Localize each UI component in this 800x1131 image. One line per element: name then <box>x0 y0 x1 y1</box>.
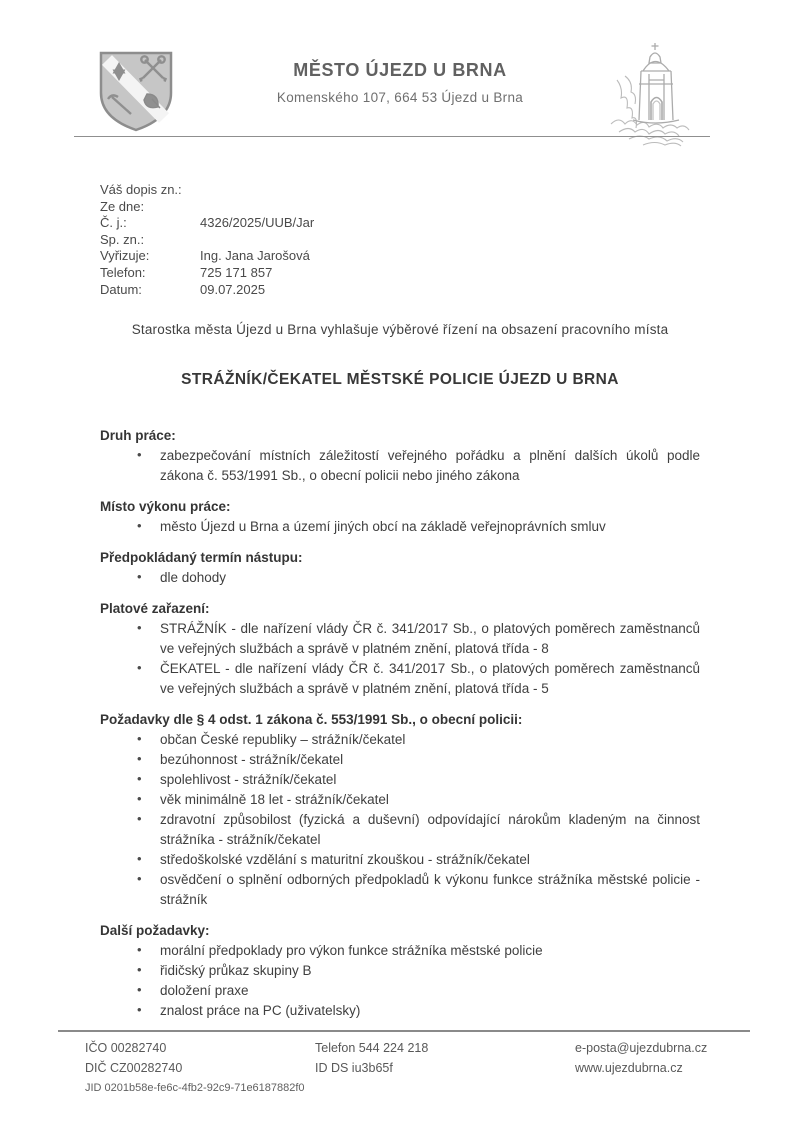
bullet-icon: • <box>137 518 142 533</box>
bullet-text: zabezpečování místních záležitostí veřejného pořádku a plnění dalších úkolů podle zákona č. 553/1991 Sb., o obecní policii nebo jiného zákona <box>160 448 700 483</box>
bullet-item <box>100 517 700 537</box>
footer-dic: DIČ CZ00282740 <box>85 1061 183 1075</box>
bullet-text: doložení praxe <box>160 983 249 998</box>
bullet-text: město Újezd u Brna a území jiných obcí na základě veřejnoprávních smluv <box>160 519 606 534</box>
ref-row-sp-zn <box>100 232 314 249</box>
bullet-item <box>100 961 700 981</box>
bullet-item <box>100 981 700 1001</box>
document-body <box>100 426 700 1032</box>
bullet-icon: • <box>137 447 142 462</box>
section-termin-nastupu <box>100 548 700 588</box>
header-divider <box>74 136 710 137</box>
bullet-icon: • <box>137 620 142 635</box>
bullet-text: znalost práce na PC (uživatelsky) <box>160 1003 361 1018</box>
section-heading: Předpokládaný termín nástupu: <box>100 550 303 565</box>
bullet-item <box>100 750 700 770</box>
bullet-item <box>100 770 700 790</box>
section-heading: Požadavky dle § 4 odst. 1 zákona č. 553/1991 Sb., o obecní policii: <box>100 712 523 727</box>
bullet-text: bezúhonnost - strážník/čekatel <box>160 752 344 767</box>
bullet-icon: • <box>137 731 142 746</box>
bullet-item <box>100 619 700 659</box>
ref-label: Váš dopis zn.: <box>100 182 182 197</box>
bullet-text: dle dohody <box>160 570 227 585</box>
ref-row-cj <box>100 215 314 232</box>
bullet-icon: • <box>137 569 142 584</box>
bullet-icon: • <box>137 942 142 957</box>
ref-label: Vyřizuje: <box>100 248 150 264</box>
ref-row-ze-dne <box>100 199 314 216</box>
bullet-item <box>100 941 700 961</box>
bullet-text: spolehlivost - strážník/čekatel <box>160 772 337 787</box>
ref-label: Sp. zn.: <box>100 231 145 247</box>
section-druh-prace <box>100 426 700 486</box>
ref-row-datum <box>100 282 314 299</box>
section-pozadavky-zakon <box>100 710 700 910</box>
section-heading: Druh práce: <box>100 428 176 443</box>
footer-column-ids <box>85 1038 305 1098</box>
footer-column-online <box>575 1038 707 1078</box>
ref-value: 4326/2025/UUB/Jar <box>200 215 315 231</box>
bullet-icon: • <box>137 851 142 866</box>
footer-jid: JID 0201b58e-fe6c-4fb2-92c9-71e6187882f0 <box>85 1082 305 1094</box>
bullet-icon: • <box>137 962 142 977</box>
bullet-item <box>100 659 700 699</box>
footer-website: www.ujezdubrna.cz <box>575 1061 683 1075</box>
org-address: Komenského 107, 664 53 Újezd u Brna <box>276 90 524 105</box>
bullet-item <box>100 568 700 588</box>
ref-row-vas-dopis <box>100 182 314 199</box>
bullet-item <box>100 446 700 486</box>
org-name: MĚSTO ÚJEZD U BRNA <box>293 60 507 80</box>
footer-phone: Telefon 544 224 218 <box>315 1041 429 1055</box>
footer-column-contact <box>315 1038 428 1078</box>
ref-label: Telefon: <box>100 264 146 280</box>
section-heading: Platové zařazení: <box>100 601 210 616</box>
bullet-icon: • <box>137 982 142 997</box>
footer-idds: ID DS iu3b65f <box>315 1061 393 1075</box>
reference-block <box>100 182 314 298</box>
ref-label: Datum: <box>100 281 142 297</box>
bullet-icon: • <box>137 871 142 886</box>
bullet-icon: • <box>137 791 142 806</box>
bullet-text: věk minimálně 18 let - strážník/čekatel <box>160 792 389 807</box>
bullet-icon: • <box>137 811 142 826</box>
bullet-item <box>100 790 700 810</box>
bullet-text: osvědčení o splnění odborných předpokladů k výkonu funkce strážníka městské policie - strážník <box>160 872 700 907</box>
bullet-text: občan České republiky – strážník/čekatel <box>160 732 406 747</box>
ref-label: Č. j.: <box>100 215 127 231</box>
bullet-text: středoškolské vzdělání s maturitní zkouškou - strážník/čekatel <box>160 852 530 867</box>
footer-ico: IČO 00282740 <box>85 1041 167 1055</box>
section-platove-zarazeni <box>100 599 700 699</box>
announcement-intro: Starostka města Újezd u Brna vyhlašuje výběrové řízení na obsazení pracovního místa <box>131 322 669 337</box>
bullet-item <box>100 810 700 850</box>
section-heading: Místo výkonu práce: <box>100 499 231 514</box>
bullet-text: morální předpoklady pro výkon funkce strážníka městské policie <box>160 943 543 958</box>
bullet-item <box>100 870 700 910</box>
ref-value: Ing. Jana Jarošová <box>200 248 310 264</box>
ref-label: Ze dne: <box>100 198 145 214</box>
footer-email: e-posta@ujezdubrna.cz <box>575 1041 708 1055</box>
ref-value: 09.07.2025 <box>200 281 266 297</box>
section-misto-vykonu <box>100 497 700 537</box>
ref-row-telefon <box>100 265 314 282</box>
bullet-icon: • <box>137 771 142 786</box>
bullet-text: zdravotní způsobilost (fyzická a duševní) odpovídající nárokům kladeným na činnost strážníka - strážník/čekatel <box>160 812 700 847</box>
bullet-item <box>100 1001 700 1021</box>
bullet-icon: • <box>137 751 142 766</box>
bullet-item <box>100 730 700 750</box>
bullet-text: STRÁŽNÍK - dle nařízení vlády ČR č. 341/2017 Sb., o platových poměrech zaměstnanců ve veřejných službách a správě v platném znění, platová třída - 8 <box>160 621 700 656</box>
section-dalsi-pozadavky <box>100 921 700 1021</box>
bullet-text: ČEKATEL - dle nařízení vlády ČR č. 341/2017 Sb., o platových poměrech zaměstnanců ve veřejných službách a správě v platném znění, platová třída - 5 <box>160 661 700 696</box>
bullet-icon: • <box>137 660 142 675</box>
job-title: STRÁŽNÍK/ČEKATEL MĚSTSKÉ POLICIE ÚJEZD U BRNA <box>181 371 619 388</box>
footer-divider <box>58 1030 750 1032</box>
section-heading: Další požadavky: <box>100 923 210 938</box>
ref-value: 725 171 857 <box>200 264 273 280</box>
bullet-item <box>100 850 700 870</box>
bullet-icon: • <box>137 1002 142 1017</box>
bullet-text: řidičský průkaz skupiny B <box>160 963 312 978</box>
ref-row-vyrizuje <box>100 248 314 265</box>
